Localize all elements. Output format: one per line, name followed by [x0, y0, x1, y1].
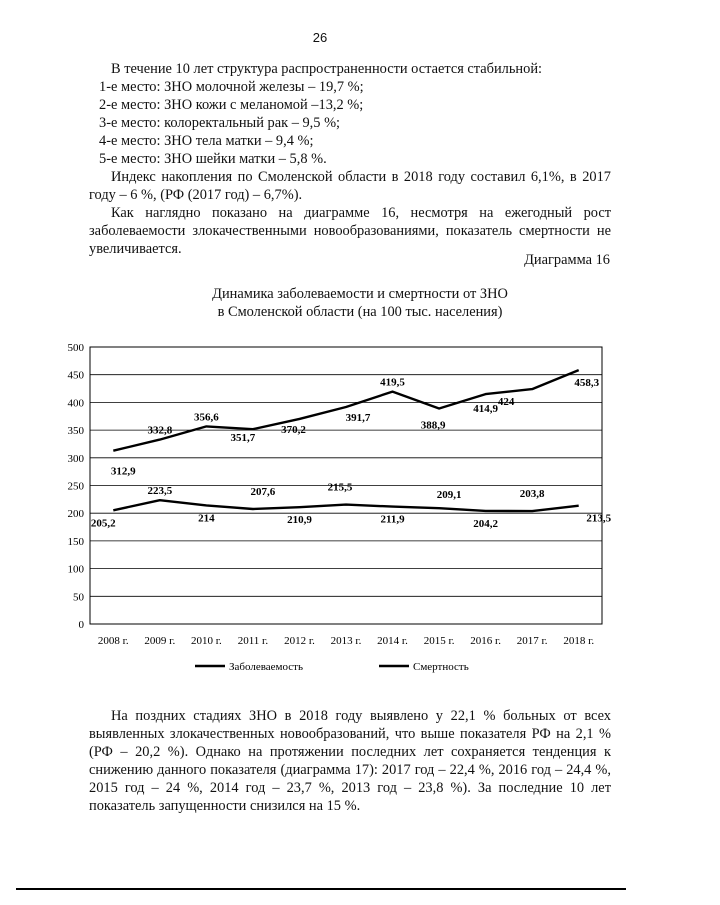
incidence-line	[113, 370, 578, 451]
structure-sentence: В течение 10 лет структура распространенности остается стабильной:	[111, 61, 543, 77]
index-paragraph: Индекс накопления по Смоленской области в 2018 году составил 6,1%, в 2017 году – 6 %, (РФ (2017 год) – 6,7%).	[89, 169, 611, 203]
intro-block	[89, 60, 611, 258]
y-tick-label: 500	[67, 342, 84, 354]
mortality-data-label: 204,2	[473, 517, 499, 530]
legend-label: Заболеваемость	[229, 661, 303, 673]
x-tick-label: 2018 г.	[563, 635, 595, 647]
x-tick-label: 2012 г.	[284, 635, 315, 647]
rank-item-1: 1-е место: ЗНО молочной железы – 19,7 %;	[99, 79, 364, 95]
line-chart	[55, 338, 612, 683]
incidence-data-label: 419,5	[380, 376, 405, 389]
x-tick-label: 2013 г.	[330, 635, 362, 647]
chart-title-line-2: в Смоленской области (на 100 тыс. населения)	[217, 304, 503, 320]
y-tick-label: 200	[67, 508, 84, 521]
incidence-data-label: 414,9	[473, 403, 499, 416]
mortality-data-label: 207,6	[250, 485, 276, 498]
x-tick-label: 2016 г.	[470, 635, 502, 647]
y-tick-label: 450	[67, 369, 84, 382]
diagram-label: Диаграмма 16	[524, 252, 610, 268]
mortality-data-label: 205,2	[90, 517, 116, 530]
mortality-data-label: 209,1	[436, 489, 462, 502]
rank-item-2: 2-е место: ЗНО кожи с меланомой –13,2 %;	[99, 97, 364, 113]
incidence-data-label: 351,7	[230, 432, 256, 445]
late-stage-paragraph: На поздних стадиях ЗНО в 2018 году выявлено у 22,1 % больных от всех выявленных злокачественных новообразований, что выше показателя РФ на 2,1 % (РФ – 20,2 %). Однако на протяжении последних лет сохраняется тенденция к снижению данного показателя (диаграмма 17): 2017 год – 22,4 %, 2016 год – 24,4 %, 2015 год – 24 %, 2014 год – 23,7 %, 2013 год – 23,8 %). За последние 10 лет показатель запущенности снизился на 15 %.	[89, 708, 611, 814]
mortality-data-label: 215,5	[327, 481, 353, 494]
x-tick-label: 2015 г.	[423, 635, 455, 647]
incidence-data-label: 356,6	[193, 411, 219, 424]
y-tick-label: 100	[67, 563, 84, 576]
rank-item-3: 3-е место: колоректальный рак – 9,5 %;	[99, 115, 341, 131]
x-tick-label: 2008 г.	[97, 635, 129, 647]
x-tick-label: 2014 г.	[377, 635, 408, 647]
mortality-data-label: 223,5	[147, 485, 173, 498]
incidence-data-label: 332,8	[147, 424, 173, 437]
legend-label: Смертность	[413, 661, 469, 673]
rank-item-4: 4-е место: ЗНО тела матки – 9,4 %;	[99, 133, 314, 149]
y-tick-label: 400	[67, 397, 84, 410]
chart-title	[0, 285, 720, 321]
chart	[55, 338, 612, 683]
mortality-data-label: 211,9	[380, 513, 405, 526]
page-bottom-rule	[16, 888, 626, 890]
x-tick-label: 2011 г.	[237, 635, 269, 647]
y-tick-label: 0	[78, 619, 84, 631]
y-tick-label: 50	[73, 591, 84, 604]
incidence-data-label: 312,9	[110, 465, 136, 478]
mortality-data-label: 213,5	[586, 512, 612, 525]
chart-title-line-1: Динамика заболеваемости и смертности от ЗНО	[212, 286, 508, 302]
y-tick-label: 250	[67, 480, 84, 493]
x-tick-label: 2017 г.	[516, 635, 548, 647]
incidence-data-label: 370,2	[281, 423, 306, 436]
mortality-data-label: 214	[198, 512, 215, 525]
x-tick-label: 2009 г.	[144, 635, 176, 647]
mortality-data-label: 210,9	[287, 514, 312, 527]
x-tick-label: 2010 г.	[190, 635, 222, 647]
incidence-data-label: 424	[497, 396, 515, 409]
diagram-paragraph: Как наглядно показано на диаграмме 16, несмотря на ежегодный рост заболеваемости злокачественными новообразованиями, показатель смертности не увеличивается.	[89, 205, 611, 257]
incidence-data-label: 458,3	[574, 377, 600, 390]
rank-item-5: 5-е место: ЗНО шейки матки – 5,8 %.	[99, 151, 327, 167]
y-tick-label: 150	[67, 535, 84, 548]
mortality-data-label: 203,8	[519, 488, 545, 501]
y-tick-label: 300	[67, 452, 84, 465]
bottom-block	[89, 707, 611, 815]
incidence-data-label: 391,7	[345, 411, 371, 424]
mortality-line	[113, 500, 578, 511]
page-number: 26	[312, 30, 328, 45]
incidence-data-label: 388,9	[420, 419, 446, 432]
y-tick-label: 350	[67, 425, 84, 438]
